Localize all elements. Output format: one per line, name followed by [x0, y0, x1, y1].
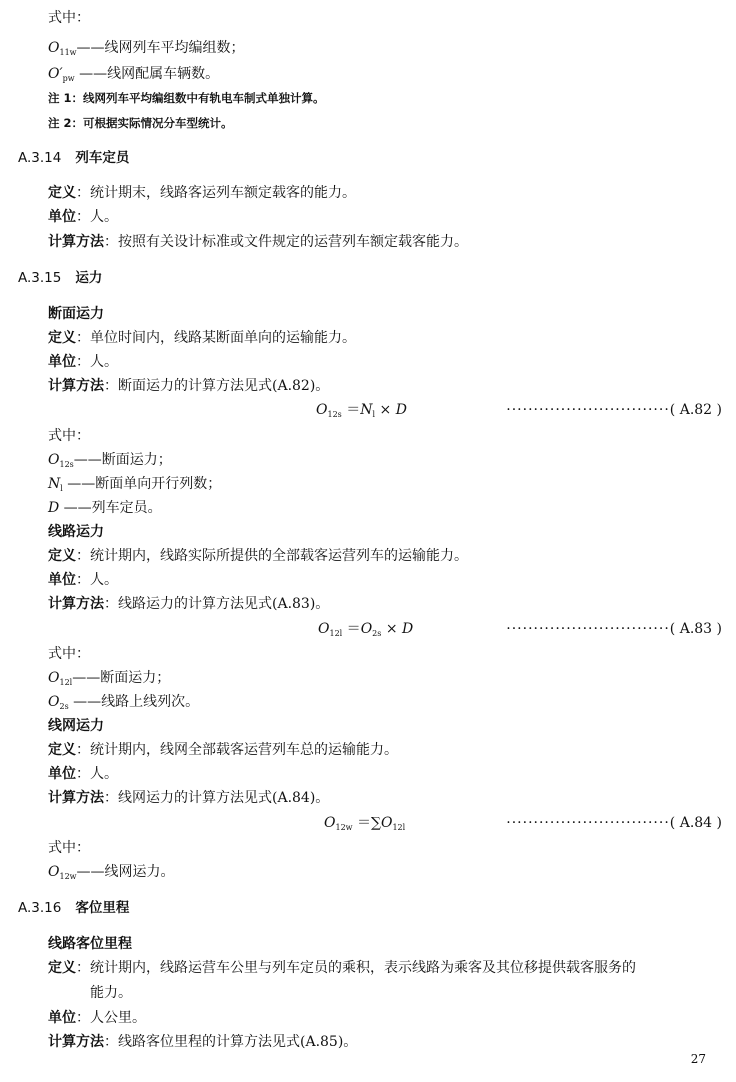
variable: O [48, 694, 60, 710]
formula-eq: ＝ [342, 621, 361, 637]
calc-method [48, 594, 329, 614]
variable: O [48, 452, 60, 468]
formula-sub: 12s [327, 410, 342, 419]
variable-subscript: l [60, 484, 63, 493]
variable-subscript: 2s [59, 702, 69, 711]
formula-sub: 2s [372, 629, 382, 638]
subsection-title-text: 线路客位里程 [48, 936, 132, 952]
formula-sub: 12l [329, 629, 343, 638]
definition [48, 328, 356, 348]
equation-number [506, 619, 722, 639]
variable: D [48, 500, 60, 516]
variable-def [48, 38, 245, 63]
equation-number-text: ( A.83 ) [669, 621, 722, 637]
variable-desc: ——断面运力； [72, 670, 171, 686]
formula-eq: ＝∑ [352, 815, 381, 831]
formula-sub: l [372, 410, 376, 419]
unit-text: ：人。 [76, 354, 118, 370]
formula-eq: ＝ [341, 402, 361, 418]
definition [48, 183, 356, 203]
unit-text: ：人。 [76, 766, 118, 782]
definition [48, 740, 398, 760]
definition-text: ：统计期内，线路实际所提供的全部载客运营列车的运输能力。 [76, 548, 468, 564]
definition-text: ：单位时间内，线路某断面单向的运输能力。 [76, 330, 356, 346]
note-2 [48, 113, 233, 133]
subsection-title [48, 716, 104, 736]
unit-text: ：人。 [76, 572, 118, 588]
section-heading [18, 898, 129, 918]
unit [48, 352, 118, 372]
formula-var: N [360, 402, 373, 418]
formula-var: D [402, 621, 414, 637]
variable: O′ [48, 66, 63, 82]
variable: O [48, 40, 60, 56]
formula-a84 [324, 813, 405, 838]
subsection-title [48, 304, 104, 324]
calc-method [48, 1032, 357, 1052]
formula-var: O [360, 621, 373, 637]
formula-var: D [395, 402, 407, 418]
note-text: 注 2：可根据实际情况分车型统计。 [48, 116, 233, 130]
calc-label: 计算方法 [48, 378, 104, 394]
formula-op: × [381, 621, 403, 637]
unit [48, 207, 118, 227]
equation-number [506, 400, 722, 420]
variable-desc: ——断面单向开行列数； [62, 476, 222, 492]
variable-def [48, 64, 219, 89]
leader-dots: ······························ [506, 621, 670, 637]
variable-desc: ——线网列车平均编组数； [76, 40, 245, 56]
equation-number [506, 813, 722, 833]
variable-subscript: pw [62, 74, 75, 83]
variable-def [48, 862, 175, 887]
leader-dots: ······························ [506, 815, 670, 831]
section-heading [18, 268, 102, 288]
definition [48, 958, 636, 978]
page-number: 27 [690, 1052, 706, 1066]
formula-var: O [316, 402, 328, 418]
variable-desc: ——线路上线列次。 [68, 694, 200, 710]
definition-label: 定义 [48, 185, 76, 201]
section-title: 列车定员 [75, 150, 130, 166]
calc-method [48, 788, 329, 808]
calc-label: 计算方法 [48, 1034, 104, 1050]
variable: N [48, 476, 61, 492]
section-number: A.3.16 [18, 900, 62, 916]
definition-label: 定义 [48, 742, 76, 758]
unit-label: 单位 [48, 354, 76, 370]
formula-op: × [375, 402, 396, 418]
formula-var: O [318, 621, 330, 637]
definition-text: ：统计期内，线网全部载客运营列车总的运输能力。 [76, 742, 398, 758]
shizhong-label: 式中： [48, 428, 90, 444]
definition-label: 定义 [48, 548, 76, 564]
section-heading [18, 148, 129, 168]
calc-text: ：线路运力的计算方法见式(A.83)。 [104, 596, 330, 612]
formula-sub: 12w [335, 823, 353, 832]
formula-a83 [318, 619, 413, 644]
subsection-title-text: 线网运力 [48, 718, 104, 734]
subsection-title [48, 522, 104, 542]
subsection-title [48, 934, 132, 954]
shizhong-label: 式中： [48, 646, 90, 662]
definition-text: ：统计期内，线路运营车公里与列车定员的乘积，表示线路为乘客及其位移提供载客服务的 [76, 960, 636, 976]
variable: O [48, 864, 60, 880]
calc-method [48, 232, 468, 252]
unit [48, 1008, 146, 1028]
calc-label: 计算方法 [48, 596, 104, 612]
variable-def [48, 474, 221, 499]
unit [48, 764, 118, 784]
equation-number-text: ( A.82 ) [669, 402, 722, 418]
subsection-title-text: 断面运力 [48, 306, 104, 322]
variable-subscript: 12s [59, 460, 74, 469]
variable-subscript: 12l [59, 678, 73, 687]
shizhong-label: 式中： [48, 10, 90, 26]
subsection-title-text: 线路运力 [48, 524, 104, 540]
section-title: 客位里程 [75, 900, 130, 916]
variable-subscript: 11w [59, 48, 77, 57]
variable-desc: ——列车定员。 [59, 500, 162, 516]
variable-def [48, 668, 170, 693]
definition-text: ：统计期末，线路客运列车额定载客的能力。 [76, 185, 356, 201]
variable-subscript: 12w [59, 872, 77, 881]
unit [48, 570, 118, 590]
variable-desc: ——线网配属车辆数。 [74, 66, 220, 82]
formula-a82 [316, 400, 407, 425]
calc-label: 计算方法 [48, 234, 104, 250]
variable-def [48, 498, 162, 518]
variable-def [48, 450, 172, 475]
formula-sub: 12l [392, 823, 406, 832]
section-number: A.3.14 [18, 150, 62, 166]
variable-desc: ——线网运力。 [76, 864, 175, 880]
note-text: 注 1：线网列车平均编组数中有轨电车制式单独计算。 [48, 91, 325, 105]
calc-text: ：断面运力的计算方法见式(A.82)。 [104, 378, 330, 394]
definition [48, 546, 468, 566]
calc-text: ：线网运力的计算方法见式(A.84)。 [104, 790, 330, 806]
equation-number-text: ( A.84 ) [669, 815, 722, 831]
unit-text: ：人公里。 [76, 1010, 146, 1026]
definition-label: 定义 [48, 960, 76, 976]
formula-var: O [380, 815, 393, 831]
unit-label: 单位 [48, 1010, 76, 1026]
calc-text: ：按照有关设计标准或文件规定的运营列车额定载客能力。 [104, 234, 468, 250]
section-title: 运力 [75, 270, 103, 286]
unit-label: 单位 [48, 209, 76, 225]
section-number: A.3.15 [18, 270, 62, 286]
note-1 [48, 88, 325, 108]
formula-var: O [324, 815, 336, 831]
unit-text: ：人。 [76, 209, 118, 225]
calc-text: ：线路客位里程的计算方法见式(A.85)。 [104, 1034, 358, 1050]
unit-label: 单位 [48, 572, 76, 588]
variable-def [48, 692, 199, 717]
variable: O [48, 670, 60, 686]
calc-label: 计算方法 [48, 790, 104, 806]
leader-dots: ······························ [506, 402, 670, 418]
calc-method [48, 376, 329, 396]
variable-desc: ——断面运力； [73, 452, 172, 468]
definition-continuation: 能力。 [90, 985, 132, 1001]
unit-label: 单位 [48, 766, 76, 782]
definition-label: 定义 [48, 330, 76, 346]
shizhong-label: 式中： [48, 840, 90, 856]
